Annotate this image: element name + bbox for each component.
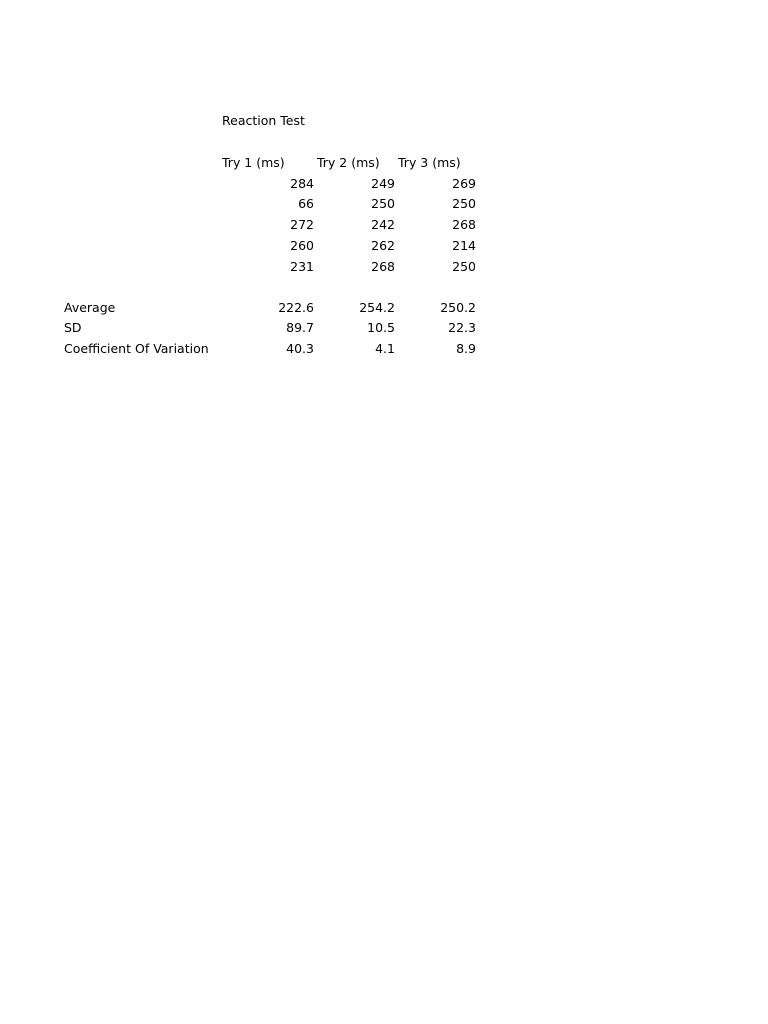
table-cell: 214 xyxy=(452,238,476,253)
stat-cell: 40.3 xyxy=(286,341,314,356)
table-cell: 250 xyxy=(452,196,476,211)
table-cell: 268 xyxy=(371,259,395,274)
stat-cell: 4.1 xyxy=(375,341,395,356)
table-cell: 66 xyxy=(298,196,314,211)
table-cell: 268 xyxy=(452,217,476,232)
table-cell: 284 xyxy=(290,176,314,191)
table-cell: 250 xyxy=(371,196,395,211)
row-label-sd: SD xyxy=(64,320,82,335)
table-cell: 250 xyxy=(452,259,476,274)
stat-cell: 22.3 xyxy=(448,320,476,335)
table-title: Reaction Test xyxy=(222,113,305,128)
stat-cell: 250.2 xyxy=(440,300,476,315)
row-label-average: Average xyxy=(64,300,116,315)
stat-cell: 89.7 xyxy=(286,320,314,335)
column-header-try-1: Try 1 (ms) xyxy=(222,155,285,170)
column-header-try-3: Try 3 (ms) xyxy=(398,155,461,170)
stat-cell: 10.5 xyxy=(367,320,395,335)
stat-cell: 222.6 xyxy=(278,300,314,315)
table-cell: 260 xyxy=(290,238,314,253)
stat-cell: 8.9 xyxy=(456,341,476,356)
row-label-coefficient-of-variation: Coefficient Of Variation xyxy=(64,341,209,356)
stat-cell: 254.2 xyxy=(359,300,395,315)
table-cell: 231 xyxy=(290,259,314,274)
table-cell: 269 xyxy=(452,176,476,191)
table-cell: 272 xyxy=(290,217,314,232)
column-header-try-2: Try 2 (ms) xyxy=(317,155,380,170)
table-cell: 249 xyxy=(371,176,395,191)
table-cell: 262 xyxy=(371,238,395,253)
table-cell: 242 xyxy=(371,217,395,232)
